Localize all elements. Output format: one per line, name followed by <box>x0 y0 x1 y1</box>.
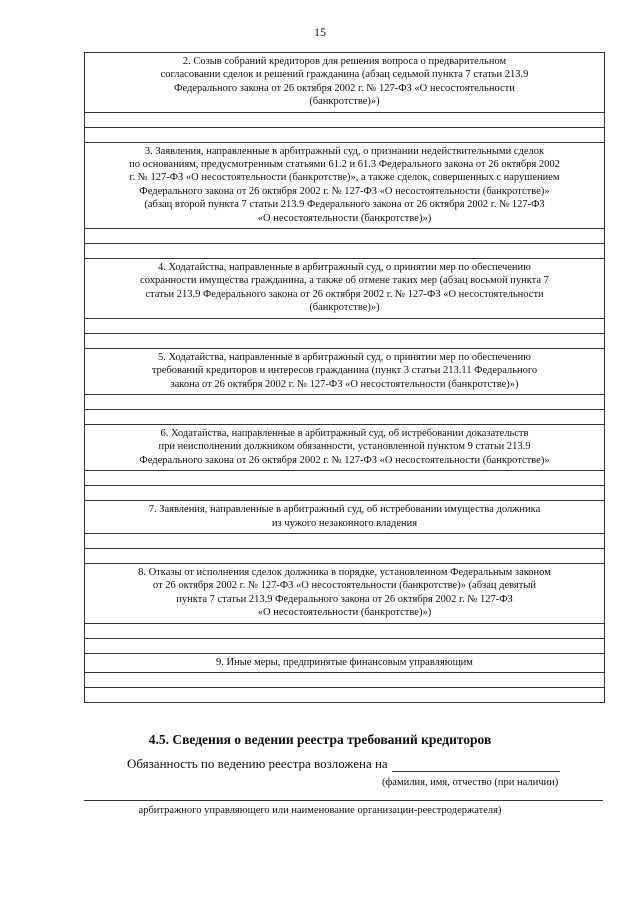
heading-line: Федерального закона от 26 октября 2002 г. № 127-ФЗ «О несостоятельности (банкротстве)» <box>139 185 550 197</box>
registry-duty-label: Обязанность по ведению реестра возложена на <box>127 756 388 771</box>
heading-line: по основаниям, предусмотренным статьями 61.2 и 61.3 Федерального закона от 26 октября 2002 <box>129 159 560 171</box>
heading-line: 5. Ходатайства, направленные в арбитражный суд, о принятии мер по обеспечению <box>157 351 532 363</box>
registry-holder-field-2[interactable] <box>84 800 603 801</box>
heading-line: (банкротстве)») <box>309 96 380 108</box>
blank-entry-row[interactable] <box>85 549 604 564</box>
heading-line: 7. Заявления, направленные в арбитражный суд, об истребовании имущества должника <box>148 504 541 516</box>
heading-line: сохранности имущества гражданина, а также об отмене таких мер (абзац восьмой пункта 7 <box>140 275 549 287</box>
heading-line: г. № 127-ФЗ «О несостоятельности (банкротстве)», а также сделок, совершенных с нарушением <box>129 172 560 184</box>
section-heading <box>85 53 604 113</box>
blank-entry-row[interactable] <box>85 534 604 549</box>
blank-entry-row[interactable] <box>85 395 604 410</box>
report-table <box>84 52 605 703</box>
blank-entry-row[interactable] <box>85 688 604 703</box>
heading-line: при неисполнении должником обязанности, установленной пунктом 9 статьи 213.9 <box>158 441 531 453</box>
blank-entry-row[interactable] <box>85 673 604 688</box>
section-title: 4.5. Сведения о ведении реестра требований кредиторов <box>148 732 492 747</box>
section-heading <box>85 349 604 395</box>
heading-line: (банкротстве)») <box>309 302 380 314</box>
heading-line: 4. Ходатайства, направленные в арбитражный суд, о принятии мер по обеспечению <box>157 262 532 274</box>
blank-entry-row[interactable] <box>85 113 604 128</box>
heading-line: требований кредиторов и интересов гражданина (пункт 3 статьи 213.11 Федерального <box>151 365 538 377</box>
heading-line: 8. Отказы от исполнения сделок должника в порядке, установленном Федеральным законом <box>138 566 551 578</box>
section-heading <box>85 654 604 673</box>
section-heading <box>85 425 604 471</box>
heading-line: «О несостоятельности (банкротстве)») <box>257 212 432 224</box>
heading-line: пункта 7 статьи 213.9 Федерального закона от 26 октября 2002 г. № 127-ФЗ <box>176 593 513 605</box>
blank-entry-row[interactable] <box>85 486 604 501</box>
name-hint: (фамилия, имя, отчество (при наличии) <box>382 777 559 788</box>
page-number: 15 <box>314 25 326 39</box>
registry-holder-field[interactable] <box>392 759 560 772</box>
heading-line: 6. Ходатайства, направленные в арбитражный суд, об истребовании доказательств <box>160 427 529 439</box>
heading-line: Федерального закона от 26 октября 2002 г. № 127-ФЗ «О несостоятельности (банкротстве)» <box>139 454 550 466</box>
blank-entry-row[interactable] <box>85 639 604 654</box>
blank-entry-row[interactable] <box>85 128 604 143</box>
blank-entry-row[interactable] <box>85 244 604 259</box>
section-heading <box>85 564 604 624</box>
heading-line: статьи 213.9 Федерального закона от 26 октября 2002 г. № 127-ФЗ «О несостоятельности <box>145 288 544 300</box>
blank-entry-row[interactable] <box>85 229 604 244</box>
heading-line: согласовании сделок и решений гражданина (абзац седьмой пункта 7 статьи 213.9 <box>160 69 529 81</box>
heading-line: 2. Созыв собраний кредиторов для решения вопроса о предварительном <box>182 56 507 67</box>
section-heading <box>85 259 604 319</box>
heading-line: (абзац второй пункта 7 статьи 213.9 Федерального закона от 26 октября 2002 г. № 127-ФЗ <box>144 199 545 211</box>
registry-duty-line <box>127 756 560 772</box>
heading-line: Федерального закона от 26 октября 2002 г. № 127-ФЗ «О несостоятельности <box>174 82 515 94</box>
heading-line: 3. Заявления, направленные в арбитражный суд, о признании недействительными сделок <box>144 145 545 157</box>
section-heading <box>85 501 604 534</box>
blank-entry-row[interactable] <box>85 624 604 639</box>
heading-line: закона от 26 октября 2002 г. № 127-ФЗ «О несостоятельности (банкротстве)») <box>170 378 519 390</box>
blank-entry-row[interactable] <box>85 319 604 334</box>
heading-line: от 26 октября 2002 г. № 127-ФЗ «О несостоятельности (банкротстве)» (абзац девятый <box>152 580 537 592</box>
organization-hint: арбитражного управляющего или наименование организации-реестродержателя) <box>138 805 502 816</box>
heading-line: «О несостоятельности (банкротстве)») <box>257 607 432 619</box>
heading-line: из чужого незаконного владения <box>271 517 418 529</box>
blank-entry-row[interactable] <box>85 410 604 425</box>
section-heading <box>85 143 604 229</box>
blank-entry-row[interactable] <box>85 471 604 486</box>
heading-line: 9. Иные меры, предпринятые финансовым управляющим <box>216 656 473 668</box>
blank-entry-row[interactable] <box>85 334 604 349</box>
